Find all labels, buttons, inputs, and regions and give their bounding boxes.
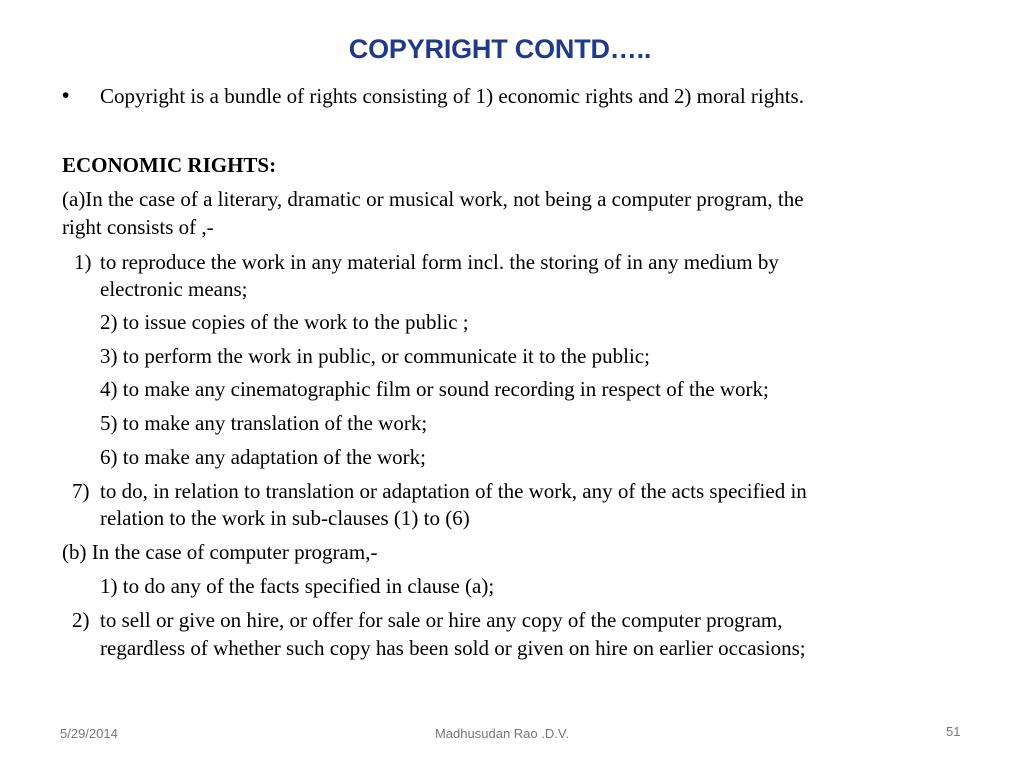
b-item-2-line1: to sell or give on hire, or offer for sale or hire any copy of the computer program, [100, 608, 783, 632]
slide-title: COPYRIGHT CONTD….. [348, 34, 652, 64]
a-item-1-line2: electronic means; [100, 277, 248, 301]
b-item-2-number: 2) [72, 608, 90, 632]
footer-page-number: 51 [946, 724, 961, 739]
bullet-icon: • [62, 84, 70, 107]
a-item-5: 5) to make any translation of the work; [100, 411, 428, 435]
a-item-2: 2) to issue copies of the work to the public ; [100, 310, 469, 334]
footer-author: Madhusudan Rao .D.V. [435, 726, 569, 741]
clause-b: (b) In the case of computer program,- [62, 540, 378, 564]
clause-a-line2: right consists of ,- [62, 215, 214, 239]
a-item-1-line1: to reproduce the work in any material form incl. the storing of in any medium by [100, 250, 779, 274]
a-item-6: 6) to make any adaptation of the work; [100, 445, 426, 469]
a-item-3: 3) to perform the work in public, or communicate it to the public; [100, 344, 650, 368]
b-item-1: 1) to do any of the facts specified in clause (a); [100, 574, 495, 598]
a-item-7-number: 7) [72, 479, 90, 503]
a-item-7-line1: to do, in relation to translation or adaptation of the work, any of the acts specified in [100, 479, 807, 503]
a-item-4: 4) to make any cinematographic film or sound recording in respect of the work; [100, 377, 769, 401]
clause-a-line1: (a)In the case of a literary, dramatic or musical work, not being a computer program, the [62, 187, 804, 211]
economic-rights-heading: ECONOMIC RIGHTS: [62, 153, 277, 177]
footer-date: 5/29/2014 [60, 726, 118, 741]
a-item-7-line2: relation to the work in sub-clauses (1) to (6) [100, 506, 470, 530]
b-item-2-line2: regardless of whether such copy has been sold or given on hire on earlier occasions; [100, 636, 806, 660]
intro-bullet-text: Copyright is a bundle of rights consisting of 1) economic rights and 2) moral rights. [100, 84, 804, 108]
a-item-1-number: 1) [74, 250, 92, 274]
